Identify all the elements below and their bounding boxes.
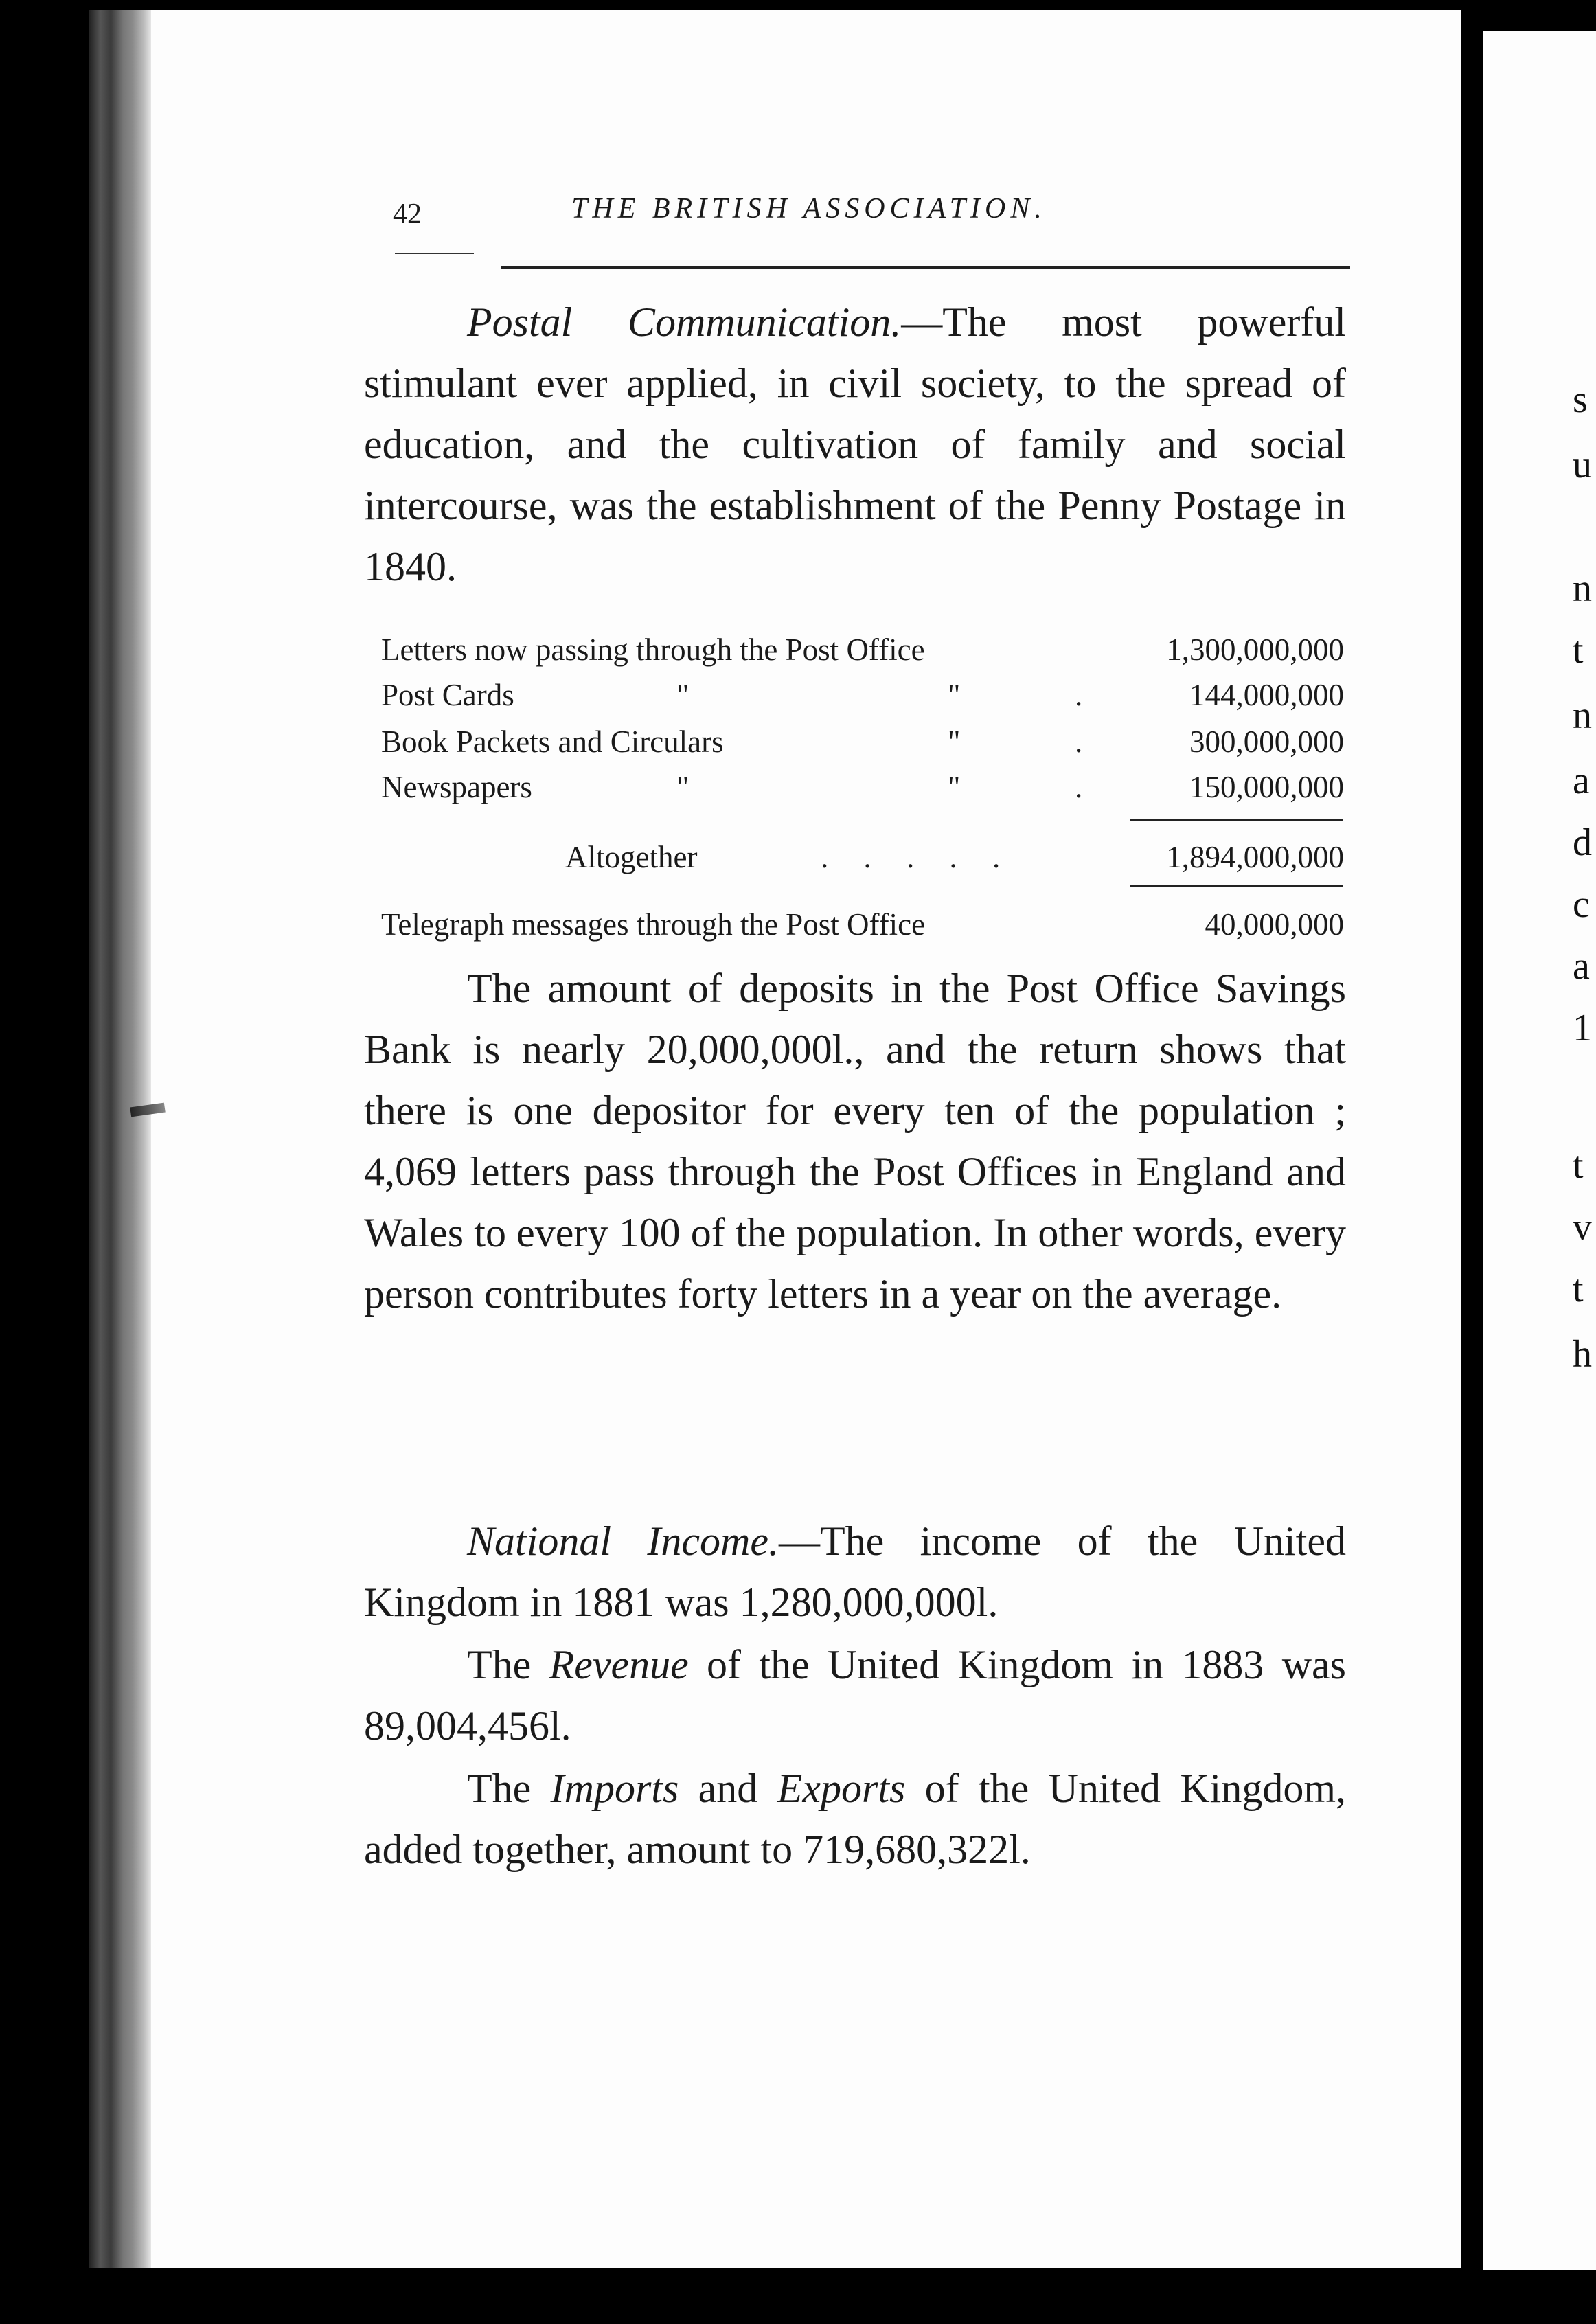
facing-page-fragment: a (1573, 760, 1590, 802)
facing-page-fragment: t (1573, 1144, 1584, 1187)
facing-page-fragment: c (1573, 883, 1590, 926)
table-row (381, 769, 1349, 810)
income-text: —The income of the United Kingdom in 1881 was 1,280,000,000l. (364, 1518, 1347, 1625)
running-title: THE BRITISH ASSOCIATION. (571, 193, 1047, 225)
facing-page-fragment: u (1573, 444, 1592, 486)
revenue-text: The (467, 1642, 549, 1687)
postal-text: —The most powerful stimulant ever applied, in civil society, to the spread of education, and the cultivation of family and social intercourse, was the establishment of the Penny Postage in 1840. (364, 299, 1346, 589)
row-value: 1,300,000,000 (1166, 633, 1344, 667)
leader-dot: . (1075, 678, 1083, 712)
row-label: Newspapers (381, 770, 532, 804)
leader-dot: . (1075, 770, 1083, 804)
header-rule-short (395, 253, 474, 254)
page-number: 42 (393, 198, 422, 230)
table-row (381, 724, 1349, 765)
table-row (381, 677, 1349, 718)
row-value: 300,000,000 (1189, 725, 1344, 759)
trade-text: The (467, 1766, 551, 1811)
total-label: Altogether (565, 840, 698, 874)
telegraph-value: 40,000,000 (1205, 907, 1344, 942)
leader-dot: . (1075, 725, 1083, 759)
facing-page-fragment: s (1573, 378, 1588, 421)
exports-term: Exports (777, 1766, 906, 1811)
header-rule-long (501, 266, 1350, 269)
facing-page-fragment: a (1573, 945, 1590, 988)
postal-paragraph (364, 292, 1346, 597)
facing-page-fragment: d (1573, 821, 1592, 864)
telegraph-label: Telegraph messages through the Post Office (381, 907, 926, 942)
row-value: 144,000,000 (1189, 678, 1344, 712)
trade-text: and (679, 1766, 777, 1811)
row-label: Book Packets and Circulars (381, 725, 724, 759)
ditto-mark: " (948, 678, 961, 712)
facing-page-fragment: t (1573, 1268, 1584, 1310)
total-value: 1,894,000,000 (1166, 840, 1344, 874)
revenue-paragraph (364, 1634, 1346, 1757)
facing-page-fragment: n (1573, 567, 1592, 610)
income-paragraph (364, 1511, 1346, 1633)
ditto-mark: " (948, 725, 961, 759)
facing-page-fragment: v (1573, 1206, 1592, 1249)
facing-page-fragment: 1 (1573, 1007, 1592, 1049)
imports-term: Imports (550, 1766, 679, 1811)
savings-paragraph: The amount of deposits in the Post Office Savings Bank is nearly 20,000,000l., and the return shows that there is one depositor for every ten of the population ; 4,069 letters pass through the Post Offices in England and Wales to every 100 of the population. In other words, every person contributes forty letters in a year on the average. (364, 966, 1346, 1317)
leader-dots: . . . . . (821, 840, 1014, 874)
ditto-mark: " (948, 770, 961, 804)
row-value: 150,000,000 (1189, 770, 1344, 804)
table-total-row (381, 839, 1349, 880)
facing-page-fragment: n (1573, 694, 1592, 737)
row-label: Post Cards (381, 678, 514, 712)
ditto-mark: " (676, 678, 689, 712)
sum-rule (1130, 819, 1343, 821)
revenue-text: of the United Kingdom in 1883 was 89,004,456l. (364, 1642, 1347, 1748)
book-spine-edge (89, 10, 151, 2268)
page-gutter (1461, 10, 1483, 2276)
table-row (381, 907, 1349, 948)
table-row (381, 632, 1349, 673)
revenue-term: Revenue (549, 1642, 689, 1687)
facing-page-fragment: h (1573, 1333, 1592, 1376)
facing-page (1483, 31, 1596, 2270)
trade-text: of the United Kingdom, added together, amount to 719,680,322l. (364, 1766, 1346, 1872)
row-label: Letters now passing through the Post Office (381, 633, 925, 667)
facing-page-fragment: t (1573, 629, 1584, 672)
postal-heading: Postal Communication. (467, 299, 902, 345)
sum-rule (1130, 885, 1343, 887)
ditto-mark: " (676, 770, 689, 804)
trade-paragraph (364, 1758, 1346, 1880)
income-heading: National Income. (467, 1518, 779, 1564)
